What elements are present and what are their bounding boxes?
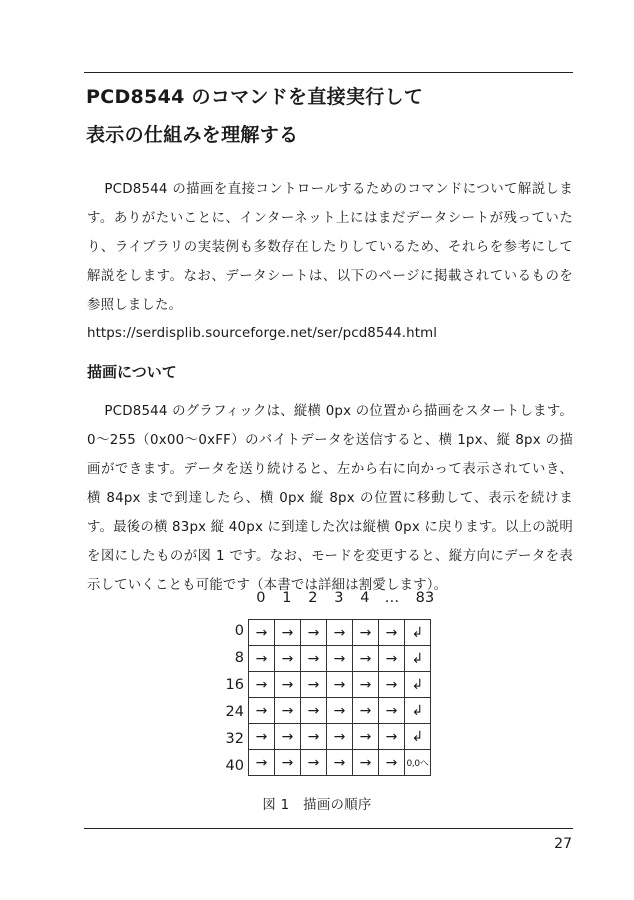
grid-row [249,724,431,750]
grid-row [249,750,431,776]
column-label: 1 [282,590,292,606]
arrow-right: → [275,724,301,750]
arrow-right: → [275,646,301,672]
figure-caption: 図 1 描画の順序 [262,798,372,813]
arrow-right: → [327,698,353,724]
return-origin-label: 0,0へ [405,750,431,776]
arrow-right: → [353,620,379,646]
arrow-right: → [353,724,379,750]
arrow-right: → [379,724,405,750]
column-label: 0 [256,590,266,606]
row-label: 16 [225,677,244,693]
arrow-right: → [379,698,405,724]
row-label: 40 [225,758,244,774]
return-arrow: ↲ [405,724,431,750]
body-paragraph: PCD8544 のグラフィックは、縦横 0px の位置から描画をスタートします。0〜255（0x00〜0xFF）のバイトデータを送信すると、横 1px、縦 8px の描画ができます。データを送り続けると、左から右に向かって表示されていき、横 84px まで到達したら、横 0px 縦 8px の位置に移動して、表示を続けます。最後の横 83px 縦 40px に到達した次は縦横 0px に戻ります。以上の説明を図にしたものが図 1 です。なお、モードを変更すると、縦方向にデータを表示していくことも可能です（本書では詳細は割愛します）。 [87,404,573,593]
title-line-1: PCD8544 のコマンドを直接実行して [86,86,424,108]
arrow-right: → [301,620,327,646]
arrow-right: → [327,620,353,646]
arrow-right: → [275,750,301,776]
row-label: 32 [225,731,244,747]
figure-drawing-order [0,588,634,818]
arrow-right: → [353,646,379,672]
grid-row [249,646,431,672]
page-number: 27 [554,836,572,852]
section-heading: 描画について [87,363,177,381]
column-label: 3 [334,590,344,606]
arrow-right: → [249,646,275,672]
arrow-right: → [249,724,275,750]
row-label: 8 [234,650,244,666]
arrow-right: → [275,620,301,646]
arrow-right: → [249,698,275,724]
arrow-right: → [379,620,405,646]
arrow-right: → [249,620,275,646]
arrow-right: → [249,672,275,698]
arrow-right: → [379,750,405,776]
title-line-2: 表示の仕組みを理解する [86,124,299,146]
intro-paragraph: PCD8544 の描画を直接コントロールするためのコマンドについて解説します。ありがたいことに、インターネット上にはまだデータシートが残っていたり、ライブラリの実装例も多数存在したりしているため、それらを参考にして解説をします。なお、データシートは、以下のページに掲載されているものを参照しました。 [87,182,573,313]
arrow-right: → [327,646,353,672]
page-title [86,78,566,154]
arrow-right: → [301,698,327,724]
return-arrow: ↲ [405,646,431,672]
arrow-right: → [379,672,405,698]
top-rule [84,72,573,73]
drawing-order-grid [248,619,431,776]
column-label: 83 [415,590,435,606]
arrow-right: → [275,672,301,698]
arrow-right: → [379,646,405,672]
arrow-right: → [327,724,353,750]
grid-row [249,672,431,698]
arrow-right: → [353,750,379,776]
arrow-right: → [275,698,301,724]
arrow-right: → [353,672,379,698]
row-label: 0 [234,623,244,639]
column-label: … [384,590,400,606]
datasheet-url: https://serdisplib.sourceforge.net/ser/pcd8544.html [87,326,438,341]
arrow-right: → [301,750,327,776]
return-arrow: ↲ [405,672,431,698]
arrow-right: → [353,698,379,724]
arrow-right: → [301,724,327,750]
return-arrow: ↲ [405,698,431,724]
column-label: 4 [360,590,370,606]
arrow-right: → [301,672,327,698]
arrow-right: → [327,750,353,776]
arrow-right: → [301,646,327,672]
row-label: 24 [225,704,244,720]
grid-row [249,698,431,724]
grid-row [249,620,431,646]
arrow-right: → [327,672,353,698]
return-arrow: ↲ [405,620,431,646]
arrow-right: → [249,750,275,776]
bottom-rule [84,828,573,829]
column-label: 2 [308,590,318,606]
